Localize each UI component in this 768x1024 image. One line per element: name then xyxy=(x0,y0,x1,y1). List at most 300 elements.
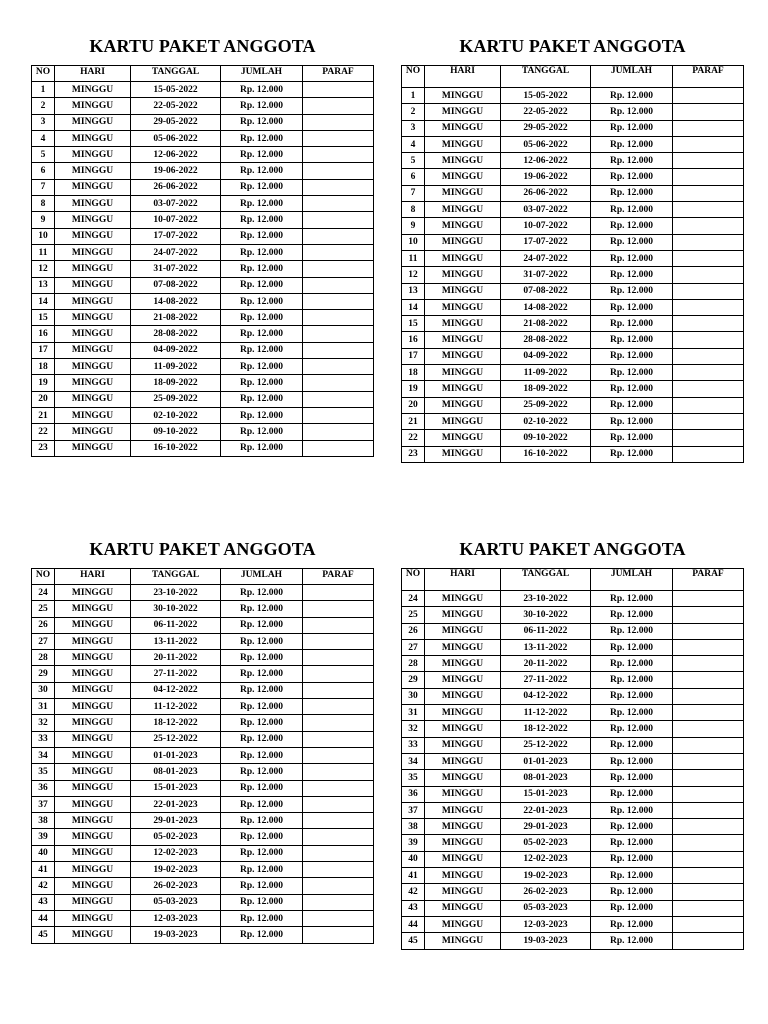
cell-tanggal: 22-05-2022 xyxy=(501,104,591,120)
cell-jumlah: Rp. 12.000 xyxy=(221,633,303,649)
cell-jumlah: Rp. 12.000 xyxy=(221,98,303,114)
cell-no: 2 xyxy=(32,98,55,114)
cell-hari: MINGGU xyxy=(425,446,501,462)
cell-hari: MINGGU xyxy=(55,764,131,780)
cell-tanggal: 19-02-2023 xyxy=(131,862,221,878)
cell-paraf[interactable] xyxy=(303,796,374,812)
cell-no: 21 xyxy=(32,407,55,423)
cell-paraf[interactable] xyxy=(303,114,374,130)
table-row xyxy=(402,136,744,152)
cell-paraf[interactable] xyxy=(673,234,744,250)
cell-hari: MINGGU xyxy=(55,261,131,277)
cell-no: 38 xyxy=(32,813,55,829)
cell-paraf[interactable] xyxy=(673,299,744,315)
header-hari: HARI xyxy=(425,66,501,88)
table-row xyxy=(32,601,374,617)
cell-hari: MINGGU xyxy=(55,862,131,878)
cell-tanggal: 22-01-2023 xyxy=(131,796,221,812)
table-row xyxy=(32,82,374,98)
cell-paraf[interactable] xyxy=(303,277,374,293)
cell-tanggal: 18-09-2022 xyxy=(501,381,591,397)
cell-paraf[interactable] xyxy=(673,607,744,623)
cell-paraf[interactable] xyxy=(673,868,744,884)
cell-no: 16 xyxy=(32,326,55,342)
cell-jumlah: Rp. 12.000 xyxy=(591,136,673,152)
cell-paraf[interactable] xyxy=(673,786,744,802)
cell-no: 8 xyxy=(32,196,55,212)
table-row xyxy=(402,88,744,104)
cell-hari: MINGGU xyxy=(425,916,501,932)
cell-paraf[interactable] xyxy=(303,650,374,666)
cell-tanggal: 26-06-2022 xyxy=(501,185,591,201)
cell-paraf[interactable] xyxy=(303,212,374,228)
cell-no: 36 xyxy=(32,780,55,796)
cell-jumlah: Rp. 12.000 xyxy=(221,731,303,747)
cell-jumlah: Rp. 12.000 xyxy=(221,261,303,277)
cell-paraf[interactable] xyxy=(303,894,374,910)
cell-paraf[interactable] xyxy=(303,699,374,715)
cell-no: 31 xyxy=(32,699,55,715)
cell-paraf[interactable] xyxy=(303,130,374,146)
cell-hari: MINGGU xyxy=(55,196,131,212)
cell-jumlah: Rp. 12.000 xyxy=(591,819,673,835)
card-title: KARTU PAKET ANGGOTA xyxy=(89,539,316,559)
table-row xyxy=(32,878,374,894)
cell-paraf[interactable] xyxy=(673,153,744,169)
table-row xyxy=(402,835,744,851)
table-row xyxy=(32,130,374,146)
table-row xyxy=(402,348,744,364)
table-row xyxy=(402,365,744,381)
cell-tanggal: 12-03-2023 xyxy=(501,916,591,932)
cell-paraf[interactable] xyxy=(303,391,374,407)
cell-paraf[interactable] xyxy=(673,397,744,413)
table-row xyxy=(32,212,374,228)
cell-tanggal: 04-12-2022 xyxy=(131,682,221,698)
table-row xyxy=(402,916,744,932)
header-paraf: PARAF xyxy=(303,569,374,585)
table-row xyxy=(402,413,744,429)
cell-no: 27 xyxy=(32,633,55,649)
cell-paraf[interactable] xyxy=(303,878,374,894)
cell-hari: MINGGU xyxy=(55,228,131,244)
cell-jumlah: Rp. 12.000 xyxy=(591,868,673,884)
cell-no: 32 xyxy=(32,715,55,731)
table-row xyxy=(402,283,744,299)
table-row xyxy=(402,851,744,867)
cell-tanggal: 24-07-2022 xyxy=(501,250,591,266)
cell-paraf[interactable] xyxy=(303,682,374,698)
table-body xyxy=(402,591,744,950)
cell-jumlah: Rp. 12.000 xyxy=(221,878,303,894)
cell-paraf[interactable] xyxy=(303,585,374,601)
cell-paraf[interactable] xyxy=(673,169,744,185)
table-row xyxy=(32,829,374,845)
cell-tanggal: 03-07-2022 xyxy=(501,202,591,218)
cell-paraf[interactable] xyxy=(673,753,744,769)
cell-no: 40 xyxy=(402,851,425,867)
cell-no: 34 xyxy=(402,753,425,769)
cell-jumlah: Rp. 12.000 xyxy=(591,639,673,655)
cell-paraf[interactable] xyxy=(673,283,744,299)
cell-no: 37 xyxy=(402,802,425,818)
cell-hari: MINGGU xyxy=(425,819,501,835)
cell-tanggal: 18-12-2022 xyxy=(501,721,591,737)
cell-paraf[interactable] xyxy=(673,88,744,104)
table-row xyxy=(402,639,744,655)
cell-tanggal: 01-01-2023 xyxy=(501,753,591,769)
cell-tanggal: 26-02-2023 xyxy=(501,884,591,900)
cell-hari: MINGGU xyxy=(55,813,131,829)
cell-no: 9 xyxy=(32,212,55,228)
cell-tanggal: 05-03-2023 xyxy=(131,894,221,910)
cell-hari: MINGGU xyxy=(425,250,501,266)
cell-paraf[interactable] xyxy=(673,202,744,218)
cell-hari: MINGGU xyxy=(425,153,501,169)
cell-paraf[interactable] xyxy=(303,780,374,796)
cell-paraf[interactable] xyxy=(673,933,744,949)
cell-jumlah: Rp. 12.000 xyxy=(221,601,303,617)
cell-no: 3 xyxy=(32,114,55,130)
cell-jumlah: Rp. 12.000 xyxy=(221,747,303,763)
table-row xyxy=(32,666,374,682)
cell-hari: MINGGU xyxy=(55,796,131,812)
cell-hari: MINGGU xyxy=(425,348,501,364)
cell-jumlah: Rp. 12.000 xyxy=(591,753,673,769)
table-row xyxy=(402,688,744,704)
cell-paraf[interactable] xyxy=(673,218,744,234)
cell-paraf[interactable] xyxy=(673,770,744,786)
cell-no: 30 xyxy=(32,682,55,698)
cell-paraf[interactable] xyxy=(673,656,744,672)
cell-paraf[interactable] xyxy=(303,326,374,342)
cell-tanggal: 18-09-2022 xyxy=(131,375,221,391)
cell-paraf[interactable] xyxy=(673,705,744,721)
cell-paraf[interactable] xyxy=(303,244,374,260)
table-body xyxy=(32,585,374,944)
payment-table xyxy=(31,568,374,944)
cell-hari: MINGGU xyxy=(55,780,131,796)
cell-hari: MINGGU xyxy=(425,316,501,332)
cell-jumlah: Rp. 12.000 xyxy=(591,104,673,120)
cell-no: 12 xyxy=(402,267,425,283)
cell-paraf[interactable] xyxy=(673,737,744,753)
cell-paraf[interactable] xyxy=(673,623,744,639)
cell-tanggal: 28-08-2022 xyxy=(501,332,591,348)
cell-paraf[interactable] xyxy=(673,136,744,152)
cell-no: 4 xyxy=(402,136,425,152)
cell-no: 45 xyxy=(32,927,55,943)
cell-no: 24 xyxy=(402,591,425,607)
cell-tanggal: 26-02-2023 xyxy=(131,878,221,894)
cell-hari: MINGGU xyxy=(425,802,501,818)
cell-paraf[interactable] xyxy=(303,633,374,649)
cell-paraf[interactable] xyxy=(673,639,744,655)
table-row xyxy=(32,585,374,601)
cell-paraf[interactable] xyxy=(303,310,374,326)
cell-hari: MINGGU xyxy=(425,397,501,413)
cell-paraf[interactable] xyxy=(673,688,744,704)
cell-paraf[interactable] xyxy=(303,179,374,195)
cell-jumlah: Rp. 12.000 xyxy=(221,894,303,910)
cell-paraf[interactable] xyxy=(673,316,744,332)
cell-tanggal: 25-12-2022 xyxy=(131,731,221,747)
payment-table xyxy=(401,568,744,950)
table-row xyxy=(32,359,374,375)
cell-paraf[interactable] xyxy=(673,348,744,364)
cell-paraf[interactable] xyxy=(673,900,744,916)
table-row xyxy=(32,424,374,440)
cell-tanggal: 25-09-2022 xyxy=(501,397,591,413)
header-tanggal: TANGGAL xyxy=(501,66,591,88)
cell-paraf[interactable] xyxy=(303,261,374,277)
cell-jumlah: Rp. 12.000 xyxy=(221,293,303,309)
cell-hari: MINGGU xyxy=(55,682,131,698)
table-row xyxy=(402,234,744,250)
cell-hari: MINGGU xyxy=(425,737,501,753)
cell-no: 18 xyxy=(402,365,425,381)
cell-paraf[interactable] xyxy=(303,731,374,747)
cell-jumlah: Rp. 12.000 xyxy=(591,933,673,949)
cell-paraf[interactable] xyxy=(303,359,374,375)
cell-tanggal: 21-08-2022 xyxy=(501,316,591,332)
table-row xyxy=(402,607,744,623)
table-row xyxy=(402,868,744,884)
cell-paraf[interactable] xyxy=(303,747,374,763)
cell-paraf[interactable] xyxy=(303,927,374,943)
cell-paraf[interactable] xyxy=(303,375,374,391)
table-row xyxy=(32,114,374,130)
cell-paraf[interactable] xyxy=(303,82,374,98)
cell-hari: MINGGU xyxy=(55,277,131,293)
cell-paraf[interactable] xyxy=(303,342,374,358)
cell-paraf[interactable] xyxy=(303,829,374,845)
cell-no: 19 xyxy=(402,381,425,397)
cell-paraf[interactable] xyxy=(673,851,744,867)
cell-hari: MINGGU xyxy=(55,359,131,375)
cell-paraf[interactable] xyxy=(673,591,744,607)
cell-paraf[interactable] xyxy=(303,910,374,926)
cell-tanggal: 11-09-2022 xyxy=(131,359,221,375)
cell-hari: MINGGU xyxy=(425,332,501,348)
table-row xyxy=(32,910,374,926)
cell-no: 21 xyxy=(402,413,425,429)
cell-paraf[interactable] xyxy=(303,666,374,682)
table-row xyxy=(402,250,744,266)
cell-tanggal: 31-07-2022 xyxy=(501,267,591,283)
cell-jumlah: Rp. 12.000 xyxy=(591,623,673,639)
cell-no: 19 xyxy=(32,375,55,391)
cell-tanggal: 05-03-2023 xyxy=(501,900,591,916)
cell-hari: MINGGU xyxy=(425,185,501,201)
cell-no: 3 xyxy=(402,120,425,136)
cell-hari: MINGGU xyxy=(55,147,131,163)
cell-no: 7 xyxy=(32,179,55,195)
table-row xyxy=(402,381,744,397)
cell-no: 15 xyxy=(402,316,425,332)
table-row xyxy=(32,731,374,747)
table-row xyxy=(402,933,744,949)
cell-hari: MINGGU xyxy=(55,375,131,391)
cell-paraf[interactable] xyxy=(673,332,744,348)
cell-tanggal: 29-05-2022 xyxy=(501,120,591,136)
cell-jumlah: Rp. 12.000 xyxy=(591,153,673,169)
cell-paraf[interactable] xyxy=(673,721,744,737)
table-row xyxy=(32,147,374,163)
cell-paraf[interactable] xyxy=(303,407,374,423)
cell-tanggal: 17-07-2022 xyxy=(131,228,221,244)
table-row xyxy=(402,202,744,218)
cell-jumlah: Rp. 12.000 xyxy=(221,196,303,212)
cell-tanggal: 09-10-2022 xyxy=(501,430,591,446)
cell-tanggal: 05-02-2023 xyxy=(501,835,591,851)
cell-no: 40 xyxy=(32,845,55,861)
cell-tanggal: 25-09-2022 xyxy=(131,391,221,407)
cell-paraf[interactable] xyxy=(303,440,374,456)
cell-paraf[interactable] xyxy=(673,250,744,266)
cell-paraf[interactable] xyxy=(673,835,744,851)
cell-jumlah: Rp. 12.000 xyxy=(591,413,673,429)
table-row xyxy=(32,261,374,277)
table-header-row xyxy=(32,569,374,585)
cell-paraf[interactable] xyxy=(673,413,744,429)
cell-tanggal: 12-02-2023 xyxy=(501,851,591,867)
cell-jumlah: Rp. 12.000 xyxy=(591,234,673,250)
cell-paraf[interactable] xyxy=(303,228,374,244)
cell-no: 29 xyxy=(402,672,425,688)
cell-paraf[interactable] xyxy=(303,617,374,633)
cell-paraf[interactable] xyxy=(303,845,374,861)
cell-hari: MINGGU xyxy=(55,326,131,342)
cell-paraf[interactable] xyxy=(673,446,744,462)
cell-hari: MINGGU xyxy=(55,699,131,715)
cell-tanggal: 01-01-2023 xyxy=(131,747,221,763)
cell-tanggal: 19-06-2022 xyxy=(501,169,591,185)
header-paraf: PARAF xyxy=(303,66,374,82)
cell-hari: MINGGU xyxy=(425,933,501,949)
cell-paraf[interactable] xyxy=(303,424,374,440)
cell-no: 6 xyxy=(32,163,55,179)
table-row xyxy=(402,721,744,737)
cell-hari: MINGGU xyxy=(55,715,131,731)
cell-no: 10 xyxy=(32,228,55,244)
table-row xyxy=(32,342,374,358)
cell-no: 43 xyxy=(402,900,425,916)
table-row xyxy=(402,316,744,332)
cell-paraf[interactable] xyxy=(303,163,374,179)
cell-tanggal: 15-01-2023 xyxy=(131,780,221,796)
cell-jumlah: Rp. 12.000 xyxy=(591,202,673,218)
cell-paraf[interactable] xyxy=(303,813,374,829)
cell-paraf[interactable] xyxy=(303,196,374,212)
table-row xyxy=(402,446,744,462)
cell-paraf[interactable] xyxy=(673,365,744,381)
cell-jumlah: Rp. 12.000 xyxy=(591,786,673,802)
table-row xyxy=(402,185,744,201)
cell-jumlah: Rp. 12.000 xyxy=(221,359,303,375)
cell-jumlah: Rp. 12.000 xyxy=(221,666,303,682)
cell-tanggal: 30-10-2022 xyxy=(501,607,591,623)
cell-no: 10 xyxy=(402,234,425,250)
cell-tanggal: 05-02-2023 xyxy=(131,829,221,845)
cell-hari: MINGGU xyxy=(425,688,501,704)
cell-tanggal: 11-12-2022 xyxy=(501,705,591,721)
table-row xyxy=(402,218,744,234)
cell-no: 32 xyxy=(402,721,425,737)
cell-no: 41 xyxy=(402,868,425,884)
header-tanggal: TANGGAL xyxy=(131,66,221,82)
cell-paraf[interactable] xyxy=(673,267,744,283)
cell-tanggal: 19-02-2023 xyxy=(501,868,591,884)
table-row xyxy=(32,845,374,861)
cell-paraf[interactable] xyxy=(673,819,744,835)
cell-tanggal: 12-06-2022 xyxy=(131,147,221,163)
cell-paraf[interactable] xyxy=(673,884,744,900)
cell-paraf[interactable] xyxy=(303,147,374,163)
cell-paraf[interactable] xyxy=(673,120,744,136)
cell-paraf[interactable] xyxy=(673,916,744,932)
cell-hari: MINGGU xyxy=(425,868,501,884)
cell-paraf[interactable] xyxy=(303,862,374,878)
cell-jumlah: Rp. 12.000 xyxy=(221,310,303,326)
cell-no: 11 xyxy=(402,250,425,266)
cell-no: 22 xyxy=(402,430,425,446)
cell-paraf[interactable] xyxy=(673,185,744,201)
cell-tanggal: 02-10-2022 xyxy=(501,413,591,429)
cell-hari: MINGGU xyxy=(55,114,131,130)
cell-paraf[interactable] xyxy=(673,104,744,120)
cell-jumlah: Rp. 12.000 xyxy=(591,835,673,851)
cell-tanggal: 07-08-2022 xyxy=(501,283,591,299)
cell-jumlah: Rp. 12.000 xyxy=(591,88,673,104)
cell-paraf[interactable] xyxy=(303,715,374,731)
cell-jumlah: Rp. 12.000 xyxy=(221,715,303,731)
table-row xyxy=(402,104,744,120)
cell-paraf[interactable] xyxy=(303,98,374,114)
table-row xyxy=(402,332,744,348)
cell-tanggal: 30-10-2022 xyxy=(131,601,221,617)
cell-no: 14 xyxy=(32,293,55,309)
card-title: KARTU PAKET ANGGOTA xyxy=(459,539,686,559)
table-row xyxy=(32,375,374,391)
header-tanggal: TANGGAL xyxy=(131,569,221,585)
cell-hari: MINGGU xyxy=(425,672,501,688)
cell-paraf[interactable] xyxy=(303,601,374,617)
cell-paraf[interactable] xyxy=(673,672,744,688)
table-row xyxy=(32,440,374,456)
cell-tanggal: 07-08-2022 xyxy=(131,277,221,293)
cell-jumlah: Rp. 12.000 xyxy=(221,179,303,195)
cell-jumlah: Rp. 12.000 xyxy=(221,326,303,342)
cell-hari: MINGGU xyxy=(425,267,501,283)
cell-jumlah: Rp. 12.000 xyxy=(591,250,673,266)
cell-paraf[interactable] xyxy=(673,430,744,446)
cell-paraf[interactable] xyxy=(673,381,744,397)
payment-table xyxy=(401,65,744,463)
cell-jumlah: Rp. 12.000 xyxy=(221,130,303,146)
cell-no: 6 xyxy=(402,169,425,185)
cell-no: 4 xyxy=(32,130,55,146)
cell-paraf[interactable] xyxy=(673,802,744,818)
cell-paraf[interactable] xyxy=(303,764,374,780)
cell-jumlah: Rp. 12.000 xyxy=(591,688,673,704)
table-row xyxy=(402,623,744,639)
cell-no: 20 xyxy=(32,391,55,407)
cell-no: 31 xyxy=(402,705,425,721)
cell-paraf[interactable] xyxy=(303,293,374,309)
cell-no: 28 xyxy=(402,656,425,672)
cell-jumlah: Rp. 12.000 xyxy=(221,764,303,780)
